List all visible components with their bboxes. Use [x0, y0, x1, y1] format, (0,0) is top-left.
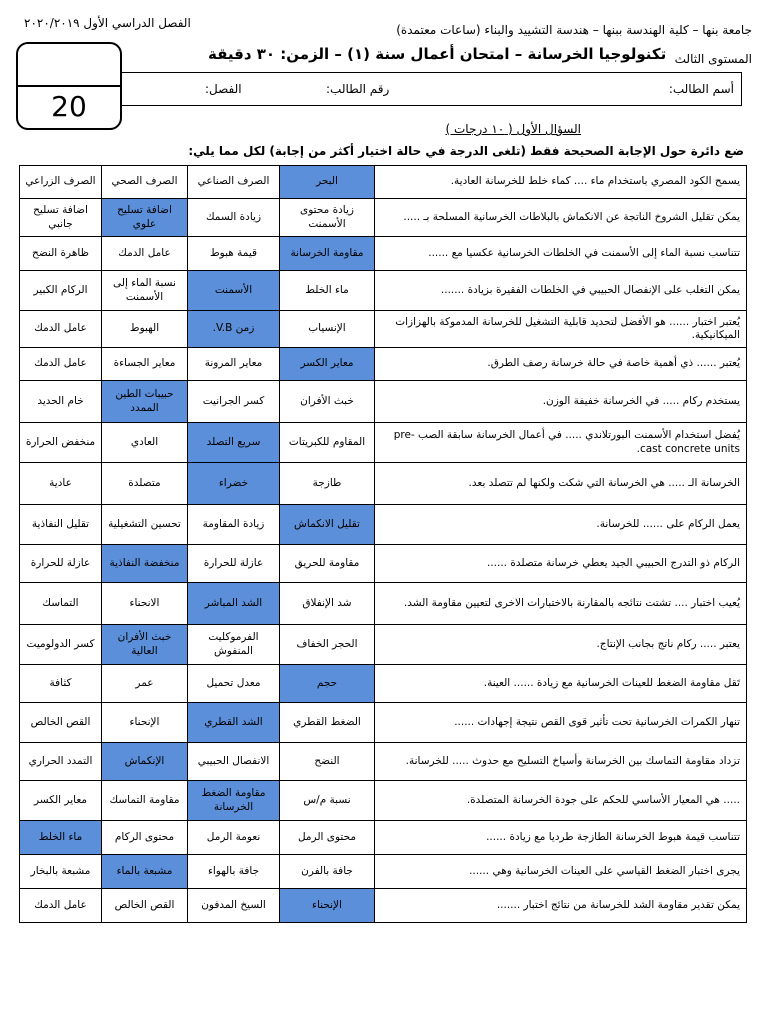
- student-name-label: أسم الطالب:: [668, 82, 734, 96]
- answer-option[interactable]: زيادة محتوى الأسمنت: [280, 199, 375, 237]
- answer-option[interactable]: عازلة للحرارة: [188, 545, 280, 583]
- answer-option-selected[interactable]: مقاومة الضغط الخرسانة: [188, 781, 280, 821]
- answer-option[interactable]: نسبة م/س: [280, 781, 375, 821]
- answer-option[interactable]: معاير الجساءة: [102, 348, 188, 381]
- answer-option[interactable]: قيمة هبوط: [188, 237, 280, 271]
- answer-option-selected[interactable]: البحر: [280, 166, 375, 199]
- question-text: يُعتبر ...... ذي أهمية خاصة في حالة خرسانة رصف الطرق.: [375, 348, 747, 381]
- question-text: الخرسانة الـ ..... هي الخرسانة التي شكت ولكنها لم تتصلد بعد.: [375, 463, 747, 505]
- questions-table: [19, 165, 747, 923]
- answer-option-selected[interactable]: خضراء: [188, 463, 280, 505]
- answer-option[interactable]: الانحناء: [102, 583, 188, 625]
- question-row: [20, 199, 747, 237]
- answer-option-selected[interactable]: مقاومة الخرسانة: [280, 237, 375, 271]
- answer-option[interactable]: محتوى الركام: [102, 821, 188, 855]
- answer-option[interactable]: العادي: [102, 423, 188, 463]
- question-text: تزداد مقاومة التماسك بين الخرسانة وأسياخ التسليح مع حدوث ..... للخرسانة.: [375, 743, 747, 781]
- answer-option[interactable]: عمر: [102, 665, 188, 703]
- question-text: يمكن تقليل الشروخ الناتجة عن الانكماش بالبلاطات الخرسانية المسلحة بـ .....: [375, 199, 747, 237]
- answer-option[interactable]: خبث الأفران: [280, 381, 375, 423]
- answer-option-selected[interactable]: الأسمنت: [188, 271, 280, 311]
- question-text: يستخدم ركام ..... في الخرسانة خفيفة الوزن.: [375, 381, 747, 423]
- answer-option[interactable]: الهبوط: [102, 311, 188, 348]
- answer-option-selected[interactable]: منخفضة النفاذية: [102, 545, 188, 583]
- answer-option[interactable]: الإنسياب: [280, 311, 375, 348]
- question-row: [20, 237, 747, 271]
- question-row: [20, 463, 747, 505]
- student-id-label: رقم الطالب:: [326, 82, 390, 96]
- answer-option[interactable]: كثافة: [20, 665, 102, 703]
- answer-option[interactable]: القص الخالص: [102, 889, 188, 923]
- question-row: [20, 821, 747, 855]
- university-line: جامعة بنها – كلية الهندسة ببنها – هندسة التشييد والبناء (ساعات معتمدة): [396, 23, 752, 37]
- question-text: تنهار الكمرات الخرسانية تحت تأثير قوى القص نتيجة إجهادات ......: [375, 703, 747, 743]
- answer-option-selected[interactable]: الإنكماش: [102, 743, 188, 781]
- answer-option[interactable]: ماء الخلط: [280, 271, 375, 311]
- question-row: [20, 665, 747, 703]
- question-text: تَقل مقاومة الضغط للعينات الخرسانية مع زيادة ...... العينة.: [375, 665, 747, 703]
- question-text: يمكن تقدير مقاومة الشد للخرسانة من نتائج اختبار .......: [375, 889, 747, 923]
- answer-option[interactable]: منخفض الحرارة: [20, 423, 102, 463]
- answer-option[interactable]: اضافة تسليح جانبي: [20, 199, 102, 237]
- answer-option[interactable]: الركام الكبير: [20, 271, 102, 311]
- class-label: الفصل:: [205, 82, 242, 96]
- answer-option[interactable]: النضح: [280, 743, 375, 781]
- answer-option-selected[interactable]: خبث الأفران العالية: [102, 625, 188, 665]
- question-row: [20, 423, 747, 463]
- answer-option[interactable]: معاير المرونة: [188, 348, 280, 381]
- answer-option[interactable]: مشبعة بالبخار: [20, 855, 102, 889]
- question-row: [20, 381, 747, 423]
- answer-option[interactable]: شد الإنفلاق: [280, 583, 375, 625]
- question-row: [20, 348, 747, 381]
- answer-option[interactable]: القص الخالص: [20, 703, 102, 743]
- answer-option[interactable]: زيادة المقاومة: [188, 505, 280, 545]
- question-text: تتناسب نسبة الماء إلى الأسمنت في الخلطات الخرسانية عكسيا مع ......: [375, 237, 747, 271]
- answer-option[interactable]: معاير الكسر: [20, 781, 102, 821]
- question-row: [20, 166, 747, 199]
- answer-option[interactable]: الضغط القطري: [280, 703, 375, 743]
- answer-option[interactable]: الانفصال الحبيبي: [188, 743, 280, 781]
- answer-option-selected[interactable]: تقليل الانكماش: [280, 505, 375, 545]
- answer-option[interactable]: التماسك: [20, 583, 102, 625]
- answer-option[interactable]: معدل تحميل: [188, 665, 280, 703]
- question-row: [20, 743, 747, 781]
- answer-option[interactable]: الحجر الخفاف: [280, 625, 375, 665]
- question-text: الركام ذو التدرج الحبيبي الجيد يعطي خرسانة متصلدة ......: [375, 545, 747, 583]
- answer-option[interactable]: محتوى الرمل: [280, 821, 375, 855]
- semester-line: الفصل الدراسي الأول ٢٠٢٠/٢٠١٩: [24, 16, 191, 30]
- answer-option-selected[interactable]: سريع التصلد: [188, 423, 280, 463]
- answer-option-selected[interactable]: الإنحناء: [280, 889, 375, 923]
- question-text: يسمح الكود المصري باستخدام ماء .... كماء خلط للخرسانة العادية.: [375, 166, 747, 199]
- answer-option[interactable]: الفرموكليت المنفوش: [188, 625, 280, 665]
- answer-option-selected[interactable]: مشبعة بالماء: [102, 855, 188, 889]
- answer-option[interactable]: نسبة الماء إلى الأسمنت: [102, 271, 188, 311]
- answer-option[interactable]: طازجة: [280, 463, 375, 505]
- answer-option-selected[interactable]: حبيبات الطين الممدد: [102, 381, 188, 423]
- question-text: يجرى اختبار الضغط القياسي على العينات الخرسانية وهي ......: [375, 855, 747, 889]
- answer-option[interactable]: جافة بالهواء: [188, 855, 280, 889]
- answer-option-selected[interactable]: اضافة تسليح علوي: [102, 199, 188, 237]
- answer-option[interactable]: عامل الدمك: [20, 348, 102, 381]
- answer-option[interactable]: كسر الجرانيت: [188, 381, 280, 423]
- answer-option[interactable]: عامل الدمك: [102, 237, 188, 271]
- answer-option[interactable]: عامل الدمك: [20, 311, 102, 348]
- question-row: [20, 311, 747, 348]
- question-row: [20, 545, 747, 583]
- question-text: ..... هي المعيار الأساسي للحكم على جودة الخرسانة المتصلدة.: [375, 781, 747, 821]
- answer-option[interactable]: جافة بالفرن: [280, 855, 375, 889]
- answer-option-selected[interactable]: حجم: [280, 665, 375, 703]
- question-row: [20, 505, 747, 545]
- question-row: [20, 703, 747, 743]
- question-text: يُعيب اختبار .... تشتت نتائجه بالمقارنة بالاختبارات الاخرى لتعيين مقاومة الشد.: [375, 583, 747, 625]
- answer-option[interactable]: مقاومة للحريق: [280, 545, 375, 583]
- answer-option-selected[interactable]: زمن V.B.: [188, 311, 280, 348]
- question-row: [20, 781, 747, 821]
- question-text: تتناسب قيمة هبوط الخرسانة الطازجة طرديا مع زيادة ......: [375, 821, 747, 855]
- answer-option[interactable]: عادية: [20, 463, 102, 505]
- level-label: المستوى الثالث: [674, 52, 752, 66]
- answer-option[interactable]: كسر الدولوميت: [20, 625, 102, 665]
- answer-option[interactable]: خام الحديد: [20, 381, 102, 423]
- answer-option[interactable]: عازلة للحرارة: [20, 545, 102, 583]
- answer-option-selected[interactable]: الشد القطري: [188, 703, 280, 743]
- question-row: [20, 583, 747, 625]
- answer-option[interactable]: الصرف الصحي: [102, 166, 188, 199]
- answer-option[interactable]: ظاهرة النضح: [20, 237, 102, 271]
- answer-option[interactable]: الصرف الصناعي: [188, 166, 280, 199]
- score-divider: [16, 85, 122, 87]
- answer-option[interactable]: زيادة السمك: [188, 199, 280, 237]
- question-row: [20, 625, 747, 665]
- answer-option-selected[interactable]: معاير الكسر: [280, 348, 375, 381]
- answer-option[interactable]: عامل الدمك: [20, 889, 102, 923]
- answer-option[interactable]: تحسين التشغيلية: [102, 505, 188, 545]
- answer-option[interactable]: نعومة الرمل: [188, 821, 280, 855]
- answer-option[interactable]: متصلدة: [102, 463, 188, 505]
- answer-option-selected[interactable]: الشد المباشر: [188, 583, 280, 625]
- answer-option[interactable]: مقاومة التماسك: [102, 781, 188, 821]
- answer-option[interactable]: تقليل النفاذية: [20, 505, 102, 545]
- question-text: يعتبر ..... ركام ناتج بجانب الإنتاج.: [375, 625, 747, 665]
- answer-option-selected[interactable]: ماء الخلط: [20, 821, 102, 855]
- question-title: السؤال الأول ( ١٠ درجات ): [445, 122, 581, 136]
- question-text: يُعتبر اختبار ...... هو الأفضل لتحديد قابلية التشغيل للخرسانة المدموكة بالهزازات الميكانيكية.: [375, 311, 747, 348]
- answer-option[interactable]: السيخ المدفون: [188, 889, 280, 923]
- answer-option[interactable]: المقاوم للكبريتات: [280, 423, 375, 463]
- answer-option[interactable]: التمدد الحراري: [20, 743, 102, 781]
- question-text: يعمل الركام على ...... للخرسانة.: [375, 505, 747, 545]
- answer-option[interactable]: الإنحناء: [102, 703, 188, 743]
- question-text: يمكن التغلب على الإنفصال الحبيبي في الخلطات الفقيرة بزيادة .......: [375, 271, 747, 311]
- question-row: [20, 271, 747, 311]
- question-text: يُفضل استخدام الأسمنت البورتلاندي ..... في أعمال الخرسانة سابقة الصب pre-cast concrete units.: [375, 423, 747, 463]
- question-row: [20, 855, 747, 889]
- score-value: 20: [51, 90, 87, 123]
- question-row: [20, 889, 747, 923]
- exam-title: تكنولوجيا الخرسانة – امتحان أعمال سنة (١) – الزمن: ٣٠ دقيقة: [208, 45, 667, 63]
- question-instruction: ضع دائرة حول الإجابة الصحيحة فقط (تلغى الدرجة في حالة اختيار أكثر من إجابة) لكل مما يلي:: [188, 144, 744, 158]
- answer-option[interactable]: الصرف الزراعي: [20, 166, 102, 199]
